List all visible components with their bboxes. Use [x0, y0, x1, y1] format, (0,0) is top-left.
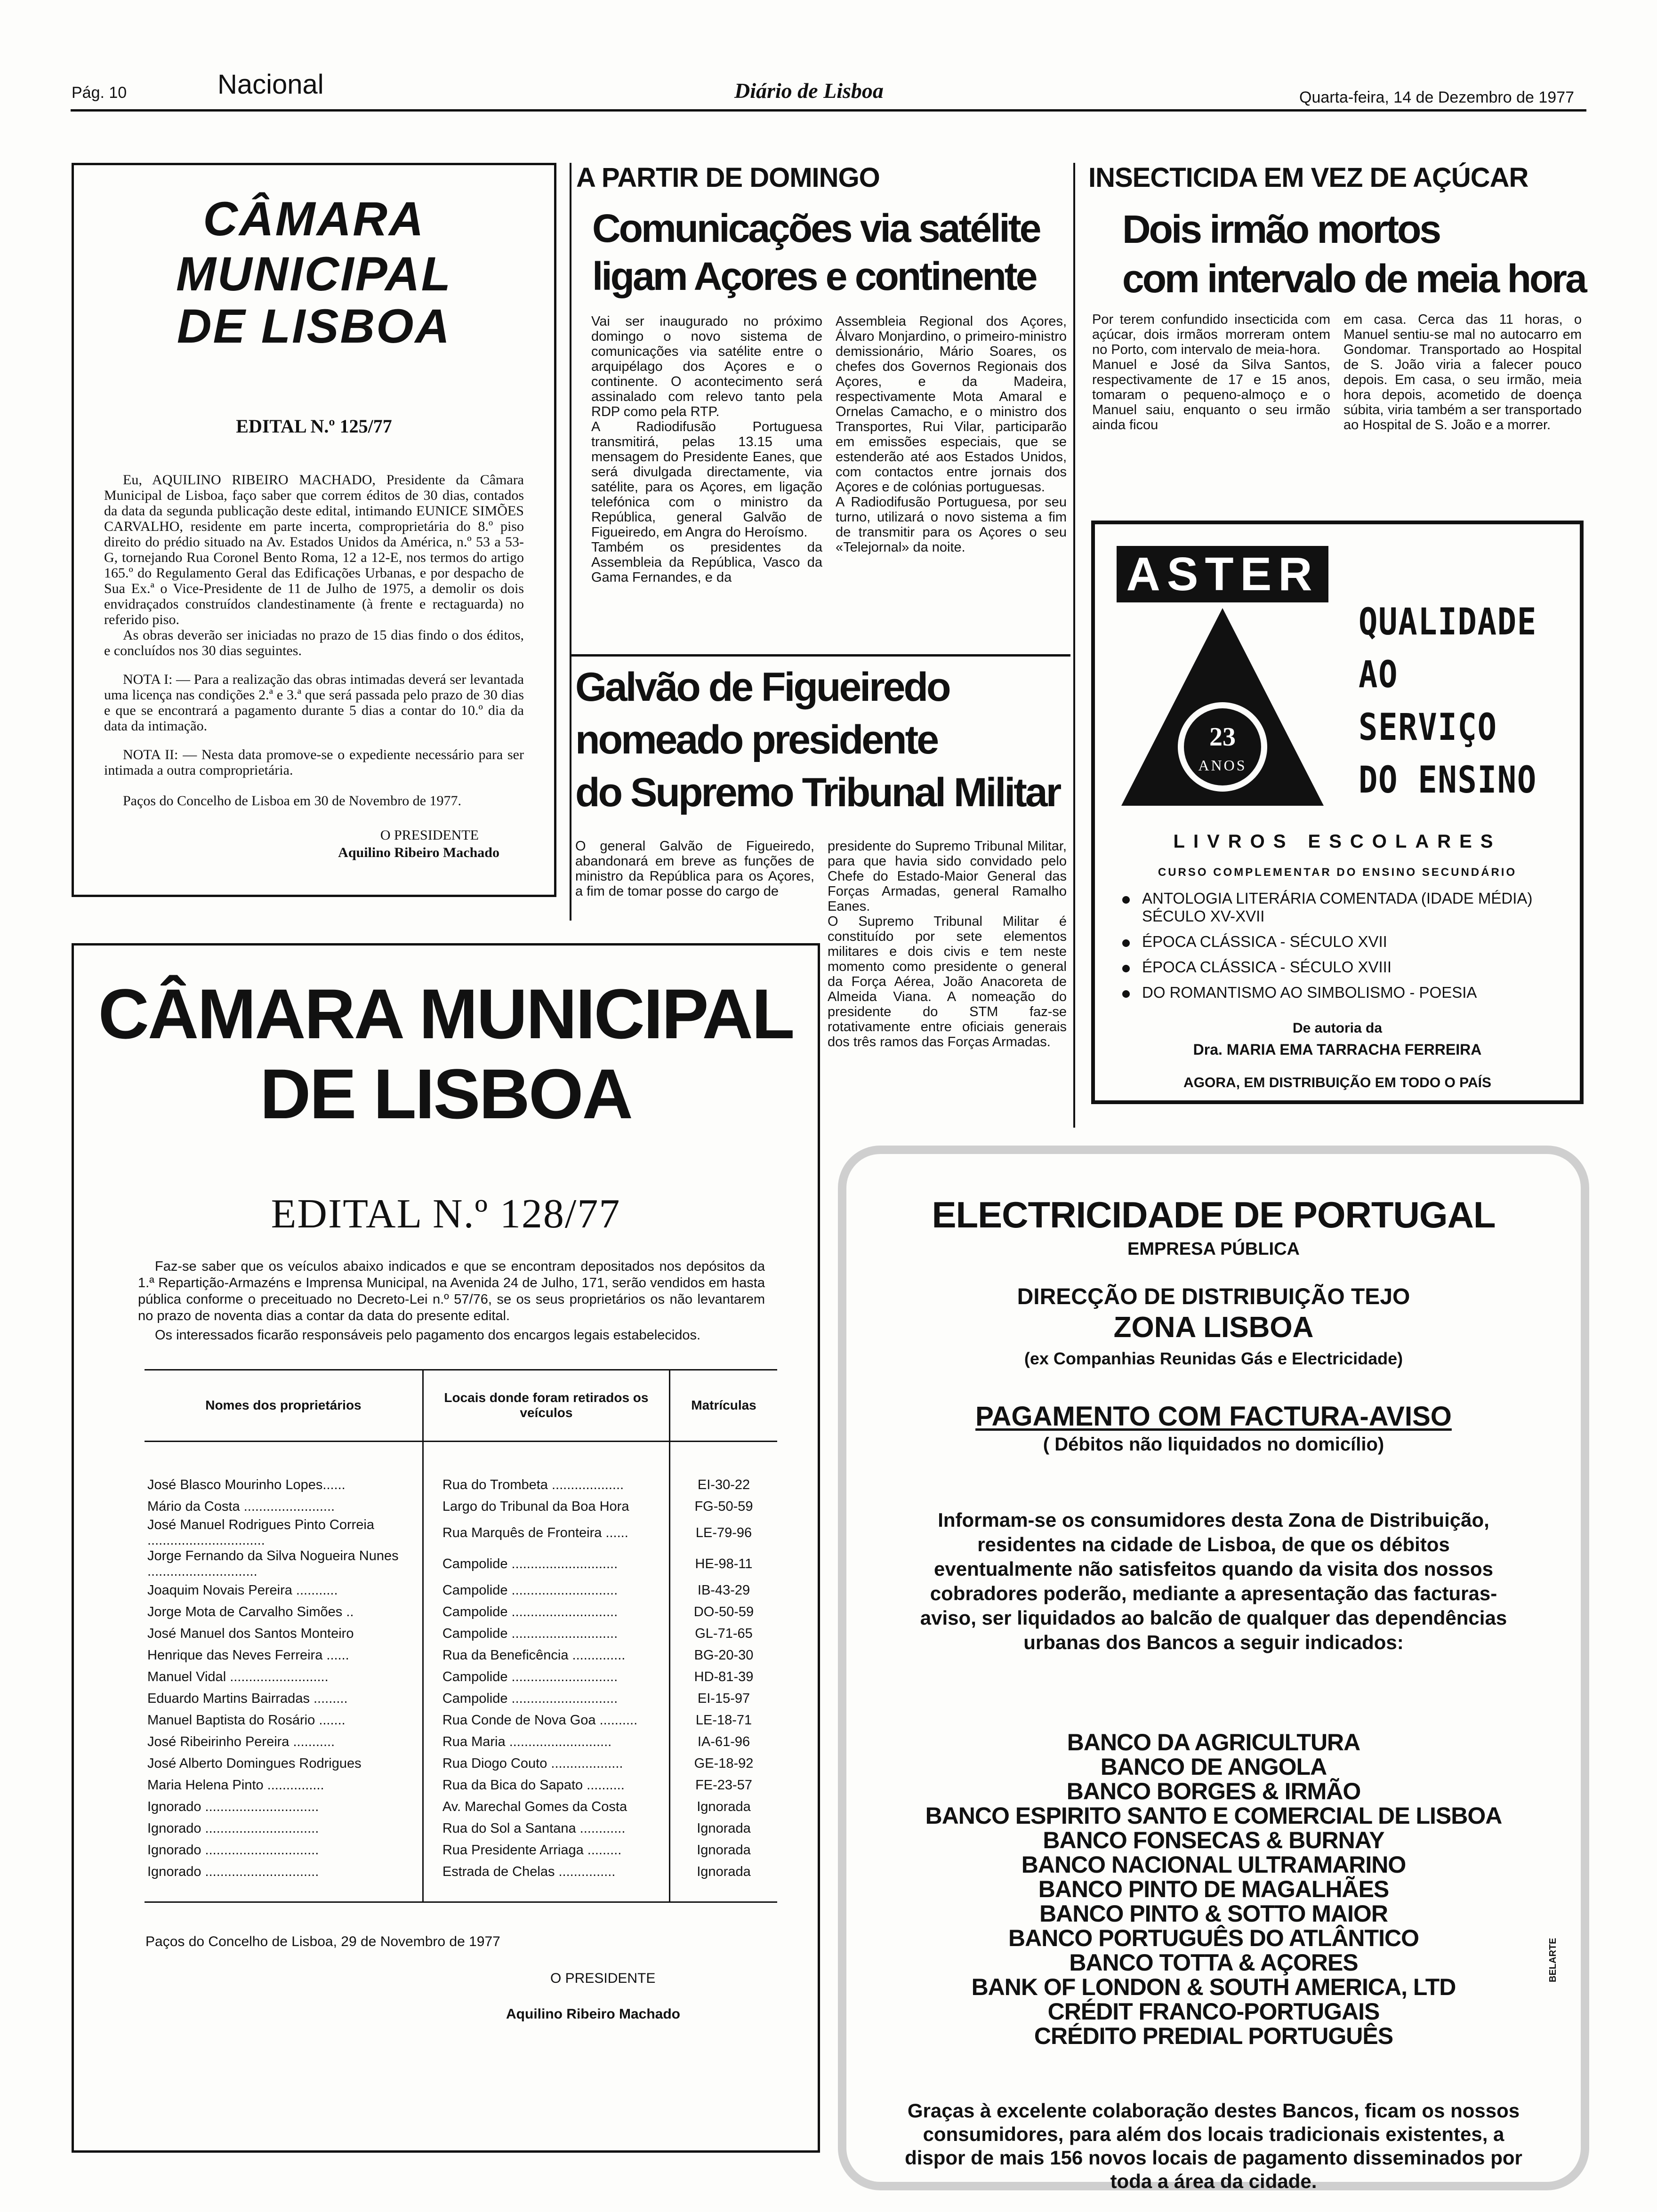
owner-cell: Joaquim Novais Pereira ........... [147, 1582, 338, 1598]
insecticida-col1: Por terem confundido insecticida com açúcar, dois irmãos morreram ontem no Porto, com intervalo de meia-hora. Manuel e José da Silva Santos, respectivamente de 17 e 15 anos, tomaram o pequeno-almoço e o Manuel saiu, enquanto o seu irmão ainda ficou [1092, 312, 1330, 433]
edp-former: (ex Companhias Reunidas Gás e Electricidade) [1024, 1349, 1403, 1368]
aster-logo-triangle [1117, 603, 1328, 810]
edital-128-place-date: Paços do Concelho de Lisboa, 29 de Novembro de 1977 [145, 1934, 500, 1949]
table-row [145, 1861, 777, 1883]
page-number: Pág. 10 [72, 84, 127, 102]
edital-125-signature: Aquilino Ribeiro Machado [338, 845, 499, 860]
satellite-col2: Assembleia Regional dos Açores, Álvaro Monjardino, o primeiro-ministro demissionário, Mário Soares, os chefes dos Governos Regionais dos Açores, e da Madeira, respectivamente Mota Amaral e Ornelas Camacho, e o ministro dos Transportes, Rui Vilar, participarão em emissões especiais, que se estenderão até aos Estados Unidos, com contactos entre jornais dos Açores e de colónias portuguesas. A Radiodifusão Portuguesa, por seu turno, utilizará o novo sistema a fim de transmitir para os Açores o seu «Telejornal» da noite. [836, 314, 1067, 555]
aster-brand-block [1117, 546, 1328, 602]
table-row [145, 1688, 777, 1709]
aster-item: ANTOLOGIA LITERÁRIA COMENTADA (IDADE MÉDIA) SÉCULO XV-XVII [1122, 890, 1565, 925]
table-row [145, 1709, 777, 1731]
location-cell: Rua Diogo Couto ................... [423, 1753, 669, 1774]
table-row [145, 1818, 777, 1839]
bullet-icon [1122, 965, 1130, 972]
edp-zone: ZONA LISBOA [1113, 1311, 1314, 1344]
location-cell: Estrada de Chelas ............... [423, 1861, 669, 1883]
edital-128-org-line1: CÂMARA MUNICIPAL [98, 974, 794, 1053]
plate-cell: FE-23-57 [670, 1774, 777, 1796]
aster-tagline-3: DO ENSINO [1359, 759, 1537, 801]
owner-cell: José Manuel dos Santos Monteiro [147, 1626, 354, 1641]
table-row [145, 1731, 777, 1753]
aster-tagline-1: QUALIDADE [1359, 601, 1537, 643]
satellite-bottom-rule [571, 654, 1070, 657]
edital-125-org-line2: DE LISBOA [177, 299, 451, 353]
vehicles-table [145, 1370, 777, 1901]
plate-cell: DO-50-59 [670, 1601, 777, 1623]
edital-128-intro-block [74, 1258, 818, 1344]
owner-cell: Ignorado .............................. [147, 1820, 319, 1836]
location-cell: Largo do Tribunal da Boa Hora [423, 1496, 669, 1517]
location-cell: Campolide ............................ [423, 1623, 669, 1644]
aster-badge-number: 23 [1209, 722, 1236, 752]
table-row [145, 1548, 777, 1579]
aster-tagline [1359, 596, 1580, 807]
location-cell: Rua Maria ........................... [423, 1731, 669, 1753]
table-row [145, 1474, 777, 1496]
edital-128-box [72, 943, 820, 2153]
column-rule-2 [1073, 163, 1075, 1128]
bank-name: BANCO PINTO & SOTTO MAIOR [1039, 1900, 1388, 1927]
edp-direction: DIRECÇÃO DE DISTRIBUIÇÃO TEJO [1017, 1284, 1410, 1309]
table-row [145, 1644, 777, 1666]
edital-128-table-wrap [145, 1369, 777, 1903]
edital-125-text [100, 472, 528, 860]
owner-cell: Ignorado .............................. [147, 1842, 319, 1858]
plate-cell: Ignorada [670, 1839, 777, 1861]
aster-item: DO ROMANTISMO AO SIMBOLISMO - POESIA [1122, 984, 1565, 1002]
plate-cell: GE-18-92 [670, 1753, 777, 1774]
location-cell: Campolide ............................ [423, 1666, 669, 1688]
bank-name: BANCO PORTUGUÊS DO ATLÂNTICO [1008, 1925, 1419, 1951]
insecticida-col2: em casa. Cerca das 11 horas, o Manuel sentiu-se mal no autocarro em Gondomar. Transportado ao Hospital de S. João viria a falecer pouco depois. Em casa, o seu irmão, meia hora depois, acometido de doença súbita, viria também a ser transportado ao Hospital de S. João e a morrer. [1343, 312, 1582, 433]
galvao-col1: O general Galvão de Figueiredo, abandonará em breve as funções de ministro da República para os Açores, a fim de tomar posse do cargo de [575, 839, 814, 899]
table-spacer-row [145, 1883, 777, 1901]
location-cell: Campolide ............................ [423, 1579, 669, 1601]
edital-128-org-line2: DE LISBOA [260, 1054, 632, 1133]
plate-cell: LE-79-96 [670, 1517, 777, 1548]
edital-125-role: O PRESIDENTE [380, 827, 479, 843]
bank-name: BANCO DA AGRICULTURA [1067, 1729, 1360, 1755]
page-header [0, 0, 1657, 113]
aster-tagline-2: AO SERVIÇO [1359, 654, 1497, 749]
satellite-body [574, 314, 1073, 585]
edital-125-nota1: NOTA I: — Para a realização das obras intimadas deverá ser levantada uma licença nas condições 2.ª e 3.ª que será passada pelo prazo de 30 dias e que se encontrará a pagamento durante 5 dias a contar do 10.º dia da data da intimação. [104, 672, 524, 734]
column-rule-1 [570, 163, 571, 921]
location-cell: Campolide ............................ [423, 1601, 669, 1623]
owner-cell: Ignorado .............................. [147, 1799, 319, 1814]
plate-cell: Ignorada [670, 1861, 777, 1883]
edp-bank-list [846, 1730, 1581, 2048]
col-header-plates: Matrículas [670, 1370, 777, 1441]
insecticida-body [1083, 312, 1586, 433]
edp-closing: Graças à excelente colaboração destes Bancos, ficam os nossos consumidores, para além dos locais tradicionais existentes, a dispor de mais 156 novos locais de pagamento disseminados por toda a área da cidade. [905, 2100, 1522, 2192]
table-row [145, 1753, 777, 1774]
plate-cell: LE-18-71 [670, 1709, 777, 1731]
bank-name: BANCO TOTTA & AÇORES [1069, 1949, 1358, 1976]
satellite-headline-1: Comunicações via satélite [592, 206, 1040, 250]
edital-128-title: EDITAL N.º 128/77 [271, 1191, 621, 1237]
plate-cell: HE-98-11 [670, 1548, 777, 1579]
edp-company: ELECTRICIDADE DE PORTUGAL [932, 1194, 1496, 1235]
location-cell: Rua da Bica do Sapato .......... [423, 1774, 669, 1796]
location-cell: Rua do Sol a Santana ............ [423, 1818, 669, 1839]
edital-125-body2: As obras deverão ser iniciadas no prazo de 15 dias findo o dos éditos, e concluídos nos 30 dias seguintes. [104, 627, 524, 658]
owner-cell: Manuel Baptista do Rosário ....... [147, 1712, 346, 1728]
bank-name: CRÉDITO PREDIAL PORTUGUÊS [1034, 2023, 1393, 2049]
bank-name: BANCO FONSECAS & BURNAY [1043, 1827, 1384, 1853]
plate-cell: HD-81-39 [670, 1666, 777, 1688]
satellite-headline-2: ligam Açores e continente [592, 254, 1036, 298]
edp-agency: BELARTE [1548, 1938, 1558, 1982]
ad-edp [838, 1146, 1589, 2190]
aster-item: ÉPOCA CLÁSSICA - SÉCULO XVII [1122, 933, 1565, 951]
plate-cell: IA-61-96 [670, 1731, 777, 1753]
article-insecticida [1083, 162, 1586, 501]
owner-cell: José Manuel Rodrigues Pinto Correia ............................... [147, 1517, 374, 1548]
edital-125-nota2: NOTA II: — Nesta data promove-se o expediente necessário para ser intimada a outra comproprietária. [104, 747, 524, 778]
location-cell: Rua da Beneficência .............. [423, 1644, 669, 1666]
bullet-icon [1122, 990, 1130, 998]
aster-author: Dra. MARIA EMA TARRACHA FERREIRA [1193, 1041, 1482, 1058]
owner-cell: Henrique das Neves Ferreira ...... [147, 1647, 349, 1663]
insecticida-headline-2: com intervalo de meia hora [1122, 256, 1585, 301]
owner-cell: José Blasco Mourinho Lopes...... [147, 1477, 346, 1492]
plate-cell: Ignorada [670, 1818, 777, 1839]
location-cell: Campolide ............................ [423, 1548, 669, 1579]
bank-name: BANCO ESPIRITO SANTO E COMERCIAL DE LISBOA [925, 1803, 1502, 1829]
article-satellite [574, 162, 1073, 651]
owner-cell: Mário da Costa ........................ [147, 1499, 335, 1514]
owner-cell: José Ribeirinho Pereira ........... [147, 1734, 335, 1749]
aster-product: LIVROS ESCOLARES [1173, 831, 1502, 852]
owner-cell: Ignorado .............................. [147, 1864, 319, 1879]
location-cell: Rua Presidente Arriaga ......... [423, 1839, 669, 1861]
owner-cell: Manuel Vidal .......................... [147, 1669, 329, 1684]
edital-125-title: EDITAL N.º 125/77 [236, 416, 392, 437]
table-row [145, 1623, 777, 1644]
bank-name: BANCO PINTO DE MAGALHÃES [1038, 1876, 1389, 1902]
galvao-headline-1: Galvão de Figueiredo [575, 665, 949, 710]
aster-author-intro: De autoria da [1292, 1020, 1383, 1036]
col-header-locations: Locais donde foram retirados os veículos [423, 1370, 669, 1441]
table-row [145, 1839, 777, 1861]
vehicles-table-body [145, 1474, 777, 1901]
plate-cell: FG-50-59 [670, 1496, 777, 1517]
edital-128-intro: Faz-se saber que os veículos abaixo indicados e que se encontram depositados nos depósitos da 1.ª Repartição-Armazéns e Imprensa Municipal, na Avenida 24 de Julho, 171, serão vendidos em hasta pública conforme o preceituado no Decreto-Lei n.º 57/76, se os seus proprietários os não levantarem no prazo de noventa dias a contar da data do presente edital. [138, 1259, 765, 1323]
edp-subheadline: ( Débitos não liquidados no domicílio) [1043, 1434, 1384, 1455]
edital-128-signature: Aquilino Ribeiro Machado [506, 2006, 681, 2022]
galvao-headline-2: nomeado presidente [575, 717, 938, 762]
plate-cell: Ignorada [670, 1796, 777, 1818]
table-row [145, 1774, 777, 1796]
ad-aster [1091, 521, 1584, 1104]
location-cell: Rua do Trombeta ................... [423, 1474, 669, 1496]
aster-items [1122, 890, 1565, 1009]
owner-cell: Jorge Fernando da Silva Nogueira Nunes ............................. [147, 1548, 399, 1579]
masthead: Diário de Lisboa [734, 79, 884, 103]
location-cell: Rua Conde de Nova Goa .......... [423, 1709, 669, 1731]
galvao-headline-3: do Supremo Tribunal Militar [575, 770, 1060, 815]
owner-cell: José Alberto Domingues Rodrigues [147, 1755, 362, 1771]
header-rule [71, 109, 1586, 112]
edital-128-role: O PRESIDENTE [550, 1971, 656, 1986]
edp-body: Informam-se os consumidores desta Zona de Distribuição, residentes na cidade de Lisboa, de que os débitos eventualmente não satisfeitos quando da visita dos nossos cobradores poderão, mediante a apresentação das facturas-aviso, ser liquidados ao balcão de qualquer das dependências urbanas dos Bancos a seguir indicados: [920, 1509, 1507, 1653]
plate-cell: EI-15-97 [670, 1688, 777, 1709]
plate-cell: IB-43-29 [670, 1579, 777, 1601]
bank-name: BANCO BORGES & IRMÃO [1066, 1778, 1361, 1804]
bullet-icon [1122, 939, 1130, 947]
owner-cell: Eduardo Martins Bairradas ......... [147, 1691, 348, 1706]
owner-cell: Jorge Mota de Carvalho Simões .. [147, 1604, 354, 1619]
table-row [145, 1601, 777, 1623]
table-row [145, 1796, 777, 1818]
bank-name: BANK OF LONDON & SOUTH AMERICA, LTD [971, 1974, 1456, 2000]
location-cell: Rua Marquês de Fronteira ...... [423, 1517, 669, 1548]
edital-125-org-line1: CÂMARA MUNICIPAL [176, 192, 452, 301]
bullet-icon [1122, 896, 1130, 904]
table-spacer-row [145, 1441, 777, 1474]
insecticida-headline-1: Dois irmão mortos [1122, 207, 1440, 251]
owner-cell: Maria Helena Pinto ............... [147, 1777, 324, 1793]
table-row [145, 1579, 777, 1601]
col-header-owners: Nomes dos proprietários [205, 1398, 362, 1413]
location-cell: Campolide ............................ [423, 1688, 669, 1709]
galvao-col2: presidente do Supremo Tribunal Militar, para que havia sido convidado pelo Chefe do Estado-Maior General das Forças Armadas, general Ramalho Eanes. O Supremo Tribunal Militar é constituído por sete elementos militares e dois civis e tem neste momento como presidente o general da Força Aérea, João Anacoreta de Almeida Viana. A nomeação do presidente do STM faz-se rotativamente entre oficiais generais dos três ramos das Forças Armadas. [828, 839, 1067, 1050]
table-row [145, 1496, 777, 1517]
table-header-row [145, 1370, 777, 1441]
plate-cell: BG-20-30 [670, 1644, 777, 1666]
plate-cell: GL-71-65 [670, 1623, 777, 1644]
edp-headline: PAGAMENTO COM FACTURA-AVISO [975, 1401, 1452, 1432]
edp-subtitle: EMPRESA PÚBLICA [1127, 1239, 1300, 1259]
satellite-kicker: A PARTIR DE DOMINGO [576, 162, 880, 193]
bank-name: BANCO NACIONAL ULTRAMARINO [1021, 1851, 1406, 1878]
edital-125-box [72, 163, 556, 897]
bank-name: CRÉDIT FRANCO-PORTUGAIS [1047, 1998, 1380, 2025]
issue-date: Quarta-feira, 14 de Dezembro de 1977 [1299, 88, 1575, 106]
aster-footer: AGORA, EM DISTRIBUIÇÃO EM TODO O PAÍS [1183, 1075, 1491, 1090]
aster-item: ÉPOCA CLÁSSICA - SÉCULO XVIII [1122, 958, 1565, 976]
edital-125-place-date: Paços do Concelho de Lisboa em 30 de Novembro de 1977. [123, 793, 462, 809]
section-name: Nacional [217, 69, 324, 100]
bank-name: BANCO DE ANGOLA [1100, 1754, 1327, 1780]
insecticida-kicker: INSECTICIDA EM VEZ DE AÇÚCAR [1088, 162, 1528, 193]
table-row [145, 1666, 777, 1688]
edital-125-body: Eu, AQUILINO RIBEIRO MACHADO, Presidente da Câmara Municipal de Lisboa, faço saber que correm éditos de 30 dias, contados da data da segunda publicação deste edital, intimando EUNICE SIMÕES CARVALHO, residente em parte incerta, comproprietária do 8.º piso direito do prédio situado na Av. Estados Unidos da América, n.º 53 a 53-G, tornejando Rua Coronel Bento Roma, 12 a 12-E, nos termos do artigo 165.º do Regulamento Geral das Edificações Urbanas, e por despacho de Sua Ex.ª o Vice-Presidente de 11 de Julho de 1975, a demolir os dois envidraçados construídos clandestinamente (à frente e rectaguarda) no referido piso. [104, 472, 524, 627]
aster-course: CURSO COMPLEMENTAR DO ENSINO SECUNDÁRIO [1158, 866, 1517, 879]
aster-badge-label: ANOS [1198, 757, 1247, 774]
edital-128-intro2: Os interessados ficarão responsáveis pelo pagamento dos encargos legais estabelecidos. [155, 1328, 701, 1343]
satellite-col1: Vai ser inaugurado no próximo domingo o novo sistema de comunicações via satélite entre o arquipélago dos Açores e o continente. O acontecimento será assinalado com relevo tanto pela RDP como pela RTP. A Radiodifusão Portuguesa transmitirá, pelas 13.15 uma mensagem do Presidente Eanes, que será divulgada directamente, via satélite, para os Açores, em ligação telefónica com o ministro da República, general Galvão de Figueiredo, em Angra do Heroísmo. Também os presidentes da Assembleia da República, Vasco da Gama Fernandes, e da [591, 314, 822, 585]
location-cell: Av. Marechal Gomes da Costa [423, 1796, 669, 1818]
aster-brand: ASTER [1126, 548, 1319, 601]
table-row [145, 1517, 777, 1548]
plate-cell: EI-30-22 [670, 1474, 777, 1496]
